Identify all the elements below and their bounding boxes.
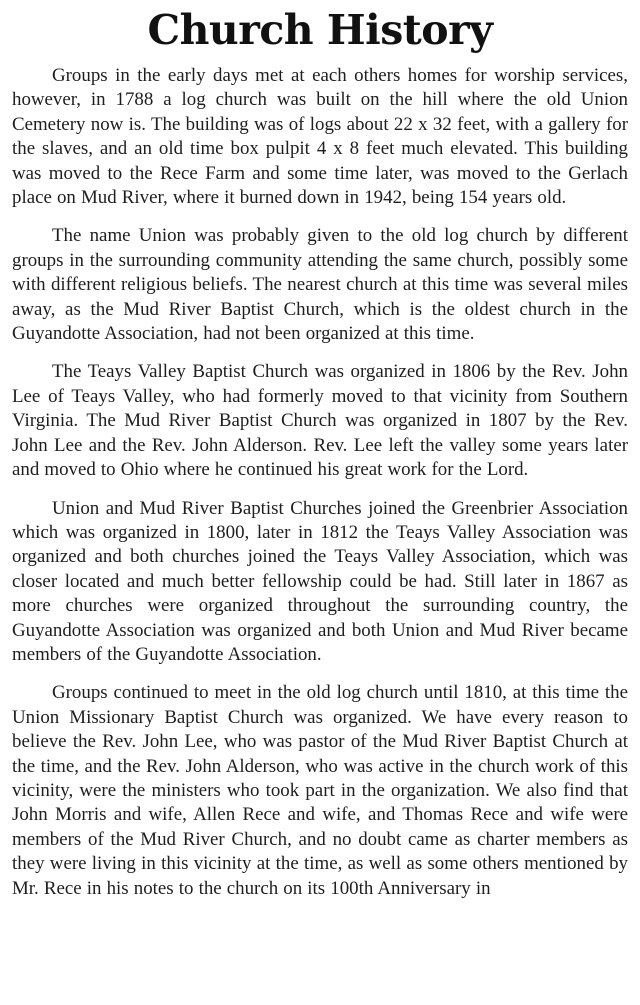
paragraph-teays-valley: The Teays Valley Baptist Church was organized in 1806 by the Rev. John Lee of Teays Valley, who had formerly moved to that vicinity from Southern Virginia. The Mud River Baptist Church was organized in 1807 by the Rev. John Lee and the Rev. John Alderson. Rev. Lee left the valley some years later and moved to Ohio where he continued his great work for the Lord.	[12, 361, 628, 481]
paragraph-union-name: The name Union was probably given to the old log church by different groups in the surrounding community attending the same church, possibly some with different religious beliefs. The nearest church at this time was several miles away, as the Mud River Baptist Church, which is the oldest church in the Guyandotte Association, had not been organized at this time.	[12, 225, 628, 345]
page-title: Church History	[147, 6, 493, 54]
paragraph-log-church: Groups in the early days met at each others homes for worship services, however, in 1788 a log church was built on the hill where the old Union Cemetery now is. The building was of logs about 22 x 32 feet, with a gallery for the slaves, and an old time box pulpit 4 x 8 feet much elevated. This building was moved to the Rece Farm and some time later, was moved to the Gerlach place on Mud River, where it burned down in 1942, being 154 years old.	[12, 65, 628, 209]
paragraph-organization: Groups continued to meet in the old log church until 1810, at this time the Union Missionary Baptist Church was organized. We have every reason to believe the Rev. John Lee, who was pastor of the Mud River Baptist Church at the time, and the Rev. John Alderson, who was active in the church work of this vicinity, were the ministers who took part in the organization. We also find that John Morris and wife, Allen Rece and wife, and Thomas Rece and wife were members of the Mud River Church, and no doubt came as charter members as they were living in this vicinity at the time, as well as some others mentioned by Mr. Rece in his notes to the church on its 100th Anniversary in	[12, 682, 628, 899]
paragraph-associations: Union and Mud River Baptist Churches joined the Greenbrier Association which was organized in 1800, later in 1812 the Teays Valley Association was organized and both churches joined the Teays Valley Association, which was closer located and much better fellowship could be had. Still later in 1867 as more churches were organized throughout the surrounding country, the Guyandotte Association was organized and both Union and Mud River became members of the Guyandotte Association.	[12, 497, 628, 665]
